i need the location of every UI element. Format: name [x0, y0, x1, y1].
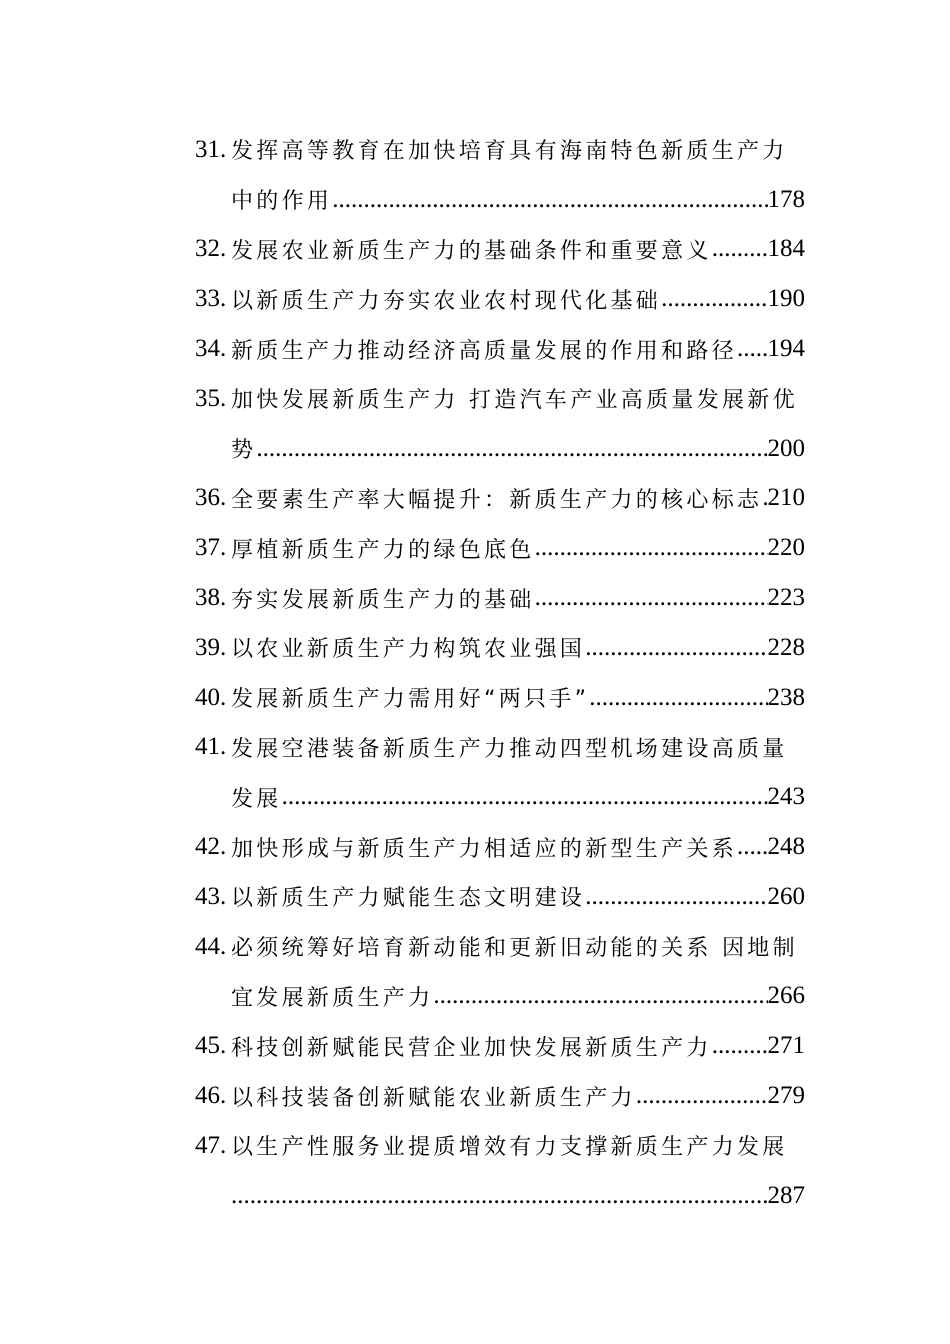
toc-row[interactable] [195, 474, 805, 524]
toc-entry[interactable] [195, 523, 805, 573]
toc-row[interactable] [195, 374, 805, 424]
toc-row[interactable] [195, 673, 805, 723]
toc-row[interactable] [195, 125, 805, 175]
dot-leader [256, 435, 767, 463]
toc-row[interactable] [195, 1021, 805, 1071]
toc-entry[interactable] [195, 822, 805, 872]
entry-title: 以新质生产力夯实农业农村现代化基础 [231, 288, 662, 314]
entry-number: 40. [195, 683, 227, 711]
entry-title-continued: 中的作用 [231, 189, 333, 215]
toc-entry[interactable] [195, 1121, 805, 1221]
page-number: 184 [767, 235, 805, 263]
entry-title: 加快发展新质生产力 打造汽车产业高质量发展新优 [231, 388, 798, 414]
entry-title: 新质生产力推动经济高质量发展的作用和路径 [231, 338, 738, 364]
page-number: 243 [767, 783, 805, 811]
entry-title: 以生产性服务业提质增效有力支撑新质生产力发展 [231, 1135, 788, 1161]
toc-entry[interactable] [195, 673, 805, 723]
page-number: 194 [767, 335, 805, 363]
toc-entry[interactable] [195, 225, 805, 275]
entry-title: 科技创新赋能民营企业加快发展新质生产力 [231, 1035, 712, 1061]
entry-title: 发挥高等教育在加快培育具有海南特色新质生产力 [231, 139, 788, 165]
toc-entry[interactable] [195, 872, 805, 922]
entry-number: 38. [195, 584, 227, 612]
toc-row[interactable] [195, 723, 805, 773]
toc-entry[interactable] [195, 125, 805, 225]
entry-number: 34. [195, 335, 227, 363]
toc-row-continuation[interactable] [195, 424, 805, 474]
toc-row[interactable] [195, 523, 805, 573]
entry-title-continued: 宜发展新质生产力 [231, 985, 434, 1011]
dot-leader [712, 1032, 768, 1060]
entry-number: 33. [195, 285, 227, 313]
entry-title: 必须统筹好培育新动能和更新旧动能的关系 因地制 [231, 936, 798, 962]
page-number: 248 [767, 833, 805, 861]
entry-title: 发展新质生产力需用好“两只手” [231, 687, 590, 713]
entry-number: 41. [195, 733, 227, 761]
toc-entry[interactable] [195, 1021, 805, 1071]
entry-title: 以新质生产力赋能生态文明建设 [231, 886, 586, 912]
page-number: 210 [767, 484, 805, 512]
dot-leader [585, 883, 767, 911]
page-number: 178 [767, 185, 805, 213]
entry-title-continued: 发展 [231, 786, 282, 812]
entry-number: 47. [195, 1131, 227, 1159]
table-of-contents [195, 125, 805, 1221]
entry-number: 37. [195, 534, 227, 562]
entry-title-continued: 势 [231, 438, 257, 464]
dot-leader [636, 1082, 768, 1110]
entry-number: 39. [195, 633, 227, 661]
dot-leader [585, 634, 767, 662]
dot-leader [589, 684, 767, 712]
entry-title: 发展农业新质生产力的基础条件和重要意义 [231, 238, 712, 264]
dot-leader [737, 335, 767, 363]
page-number: 287 [767, 1181, 805, 1209]
dot-leader [535, 534, 768, 562]
entry-number: 36. [195, 484, 227, 512]
entry-title: 全要素生产率大幅提升：新质生产力的核心标志 [231, 487, 763, 513]
dot-leader [282, 783, 768, 811]
dot-leader [661, 285, 767, 313]
toc-entry[interactable] [195, 723, 805, 823]
page-number: 228 [767, 633, 805, 661]
entry-number: 31. [195, 135, 227, 163]
page-number: 190 [767, 285, 805, 313]
dot-leader [535, 584, 768, 612]
toc-row[interactable] [195, 1121, 805, 1171]
toc-row[interactable] [195, 922, 805, 972]
toc-row[interactable] [195, 324, 805, 374]
toc-row[interactable] [195, 623, 805, 673]
entry-number: 43. [195, 882, 227, 910]
toc-row-continuation[interactable] [195, 1171, 805, 1221]
toc-row[interactable] [195, 274, 805, 324]
entry-title: 厚植新质生产力的绿色底色 [231, 537, 535, 563]
dot-leader [712, 235, 768, 263]
toc-row[interactable] [195, 872, 805, 922]
page-number: 279 [767, 1082, 805, 1110]
toc-row[interactable] [195, 1071, 805, 1121]
entry-number: 44. [195, 932, 227, 960]
entry-number: 42. [195, 833, 227, 861]
entry-title: 以科技装备创新赋能农业新质生产力 [231, 1085, 636, 1111]
toc-entry[interactable] [195, 324, 805, 374]
toc-row[interactable] [195, 573, 805, 623]
toc-entry[interactable] [195, 1071, 805, 1121]
entry-number: 35. [195, 384, 227, 412]
toc-row-continuation[interactable] [195, 175, 805, 225]
toc-entry[interactable] [195, 573, 805, 623]
entry-number: 32. [195, 235, 227, 263]
toc-entry[interactable] [195, 274, 805, 324]
toc-entry[interactable] [195, 374, 805, 474]
toc-entry[interactable] [195, 474, 805, 524]
page-number: 271 [767, 1032, 805, 1060]
entry-number: 45. [195, 1032, 227, 1060]
entry-title: 加快形成与新质生产力相适应的新型生产关系 [231, 836, 738, 862]
toc-row-continuation[interactable] [195, 772, 805, 822]
page-number: 200 [767, 434, 805, 462]
page-number: 266 [767, 982, 805, 1010]
entry-number: 46. [195, 1082, 227, 1110]
toc-row[interactable] [195, 225, 805, 275]
dot-leader [332, 186, 767, 214]
entry-title: 夯实发展新质生产力的基础 [231, 587, 535, 613]
entry-title: 发展空港装备新质生产力推动四型机场建设高质量 [231, 736, 788, 762]
dot-leader [737, 833, 767, 861]
toc-row-continuation[interactable] [195, 972, 805, 1022]
toc-entry[interactable] [195, 623, 805, 673]
page-number: 220 [767, 534, 805, 562]
dot-leader [433, 982, 767, 1010]
page-number: 260 [767, 882, 805, 910]
toc-entry[interactable] [195, 922, 805, 1022]
page-number: 238 [767, 683, 805, 711]
dot-leader [231, 1182, 768, 1210]
page-number: 223 [767, 584, 805, 612]
toc-row[interactable] [195, 822, 805, 872]
entry-title: 以农业新质生产力构筑农业强国 [231, 637, 586, 663]
